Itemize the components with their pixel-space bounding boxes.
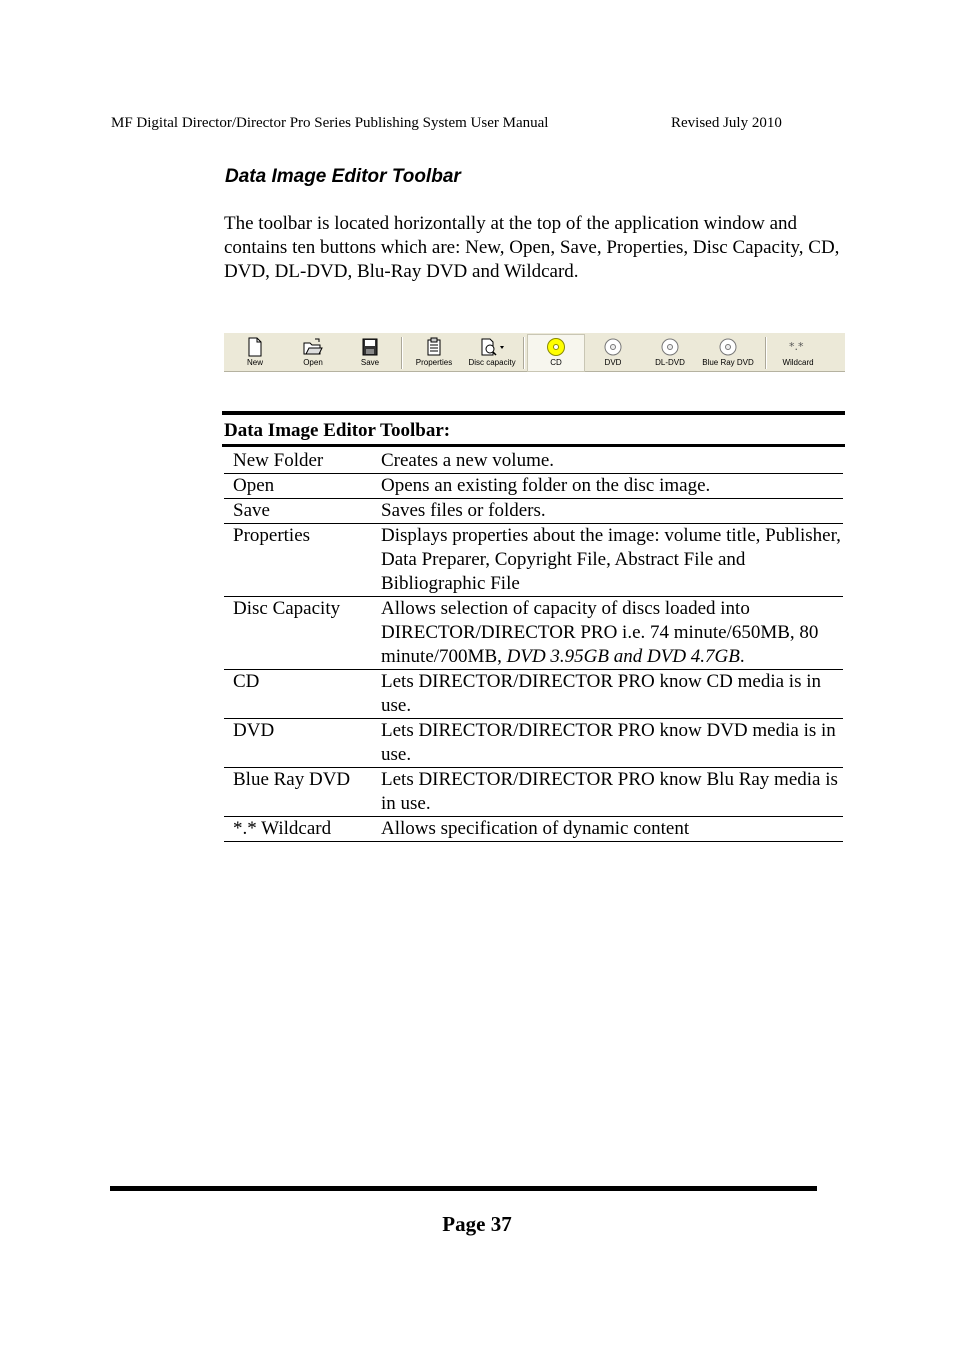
new-document-icon (247, 337, 263, 357)
toolbar-separator (523, 337, 525, 369)
toolbar-separator (765, 337, 767, 369)
table-row (224, 474, 843, 499)
toolbar-blu-ray-label: Blue Ray DVD (702, 358, 754, 367)
toolbar-open-button[interactable] (294, 335, 332, 371)
table-term: *.* Wildcard (224, 817, 381, 842)
disc-capacity-icon (479, 337, 505, 357)
toolbar-dvd-label: DVD (604, 358, 622, 367)
blu-ray-disc-icon (718, 337, 738, 357)
table-term: DVD (224, 719, 381, 768)
table-description: Lets DIRECTOR/DIRECTOR PRO know DVD media is in use. (381, 719, 843, 768)
section-title: Data Image Editor Toolbar (225, 166, 461, 187)
properties-icon (425, 337, 443, 357)
toolbar-save-button[interactable] (351, 335, 389, 371)
table-term: Open (224, 474, 381, 499)
table-description: Lets DIRECTOR/DIRECTOR PRO know Blu Ray media is in use. (381, 768, 843, 817)
page-number: Page 37 (442, 1212, 512, 1236)
table-term: Disc Capacity (224, 597, 381, 670)
toolbar-screenshot (224, 332, 845, 372)
table-caption: Data Image Editor Toolbar: (224, 420, 451, 441)
table-description: Saves files or folders. (381, 499, 843, 524)
toolbar-reference-table (224, 449, 843, 842)
intro-paragraph: The toolbar is located horizontally at the top of the application window and contains ten buttons which are: New, Open, Save, Properties, Disc Capacity, CD, DVD, DL-DVD, Blu-Ray DVD and Wildcard. (224, 213, 840, 282)
table-row (224, 449, 843, 474)
table-row (224, 499, 843, 524)
toolbar-properties-label: Properties (415, 358, 453, 367)
table-term: Save (224, 499, 381, 524)
table-description-tail: . (739, 646, 745, 667)
toolbar-dl-dvd-button[interactable] (648, 335, 692, 371)
svg-text:*.*: *.* (789, 340, 804, 353)
table-term: Blue Ray DVD (224, 768, 381, 817)
table-row (224, 597, 843, 670)
toolbar-separator (401, 337, 403, 369)
table-row (224, 719, 843, 768)
table-term: Properties (224, 524, 381, 597)
dvd-disc-icon (603, 337, 623, 357)
table-description: Creates a new volume. (381, 449, 843, 474)
toolbar-cd-button[interactable] (527, 334, 585, 372)
table-row (224, 524, 843, 597)
running-header-title: MF Digital Director/Director Pro Series Publishing System User Manual (111, 115, 549, 131)
table-row (224, 817, 843, 842)
toolbar-wildcard-button[interactable] (776, 335, 820, 371)
open-folder-icon (303, 337, 323, 357)
table-description-text: Allows selection of capacity of discs loaded into DIRECTOR/DIRECTOR PRO i.e. 74 minute/650MB, 80 minute/700MB, (381, 598, 819, 667)
table-description: Lets DIRECTOR/DIRECTOR PRO know CD media is in use. (381, 670, 843, 719)
toolbar-wildcard-label: Wildcard (782, 358, 814, 367)
table-top-rule (222, 411, 845, 415)
toolbar-new-label: New (246, 358, 263, 367)
toolbar-disc-capacity-label: Disc capacity (468, 358, 516, 367)
table-description: Allows specification of dynamic content (381, 817, 843, 842)
toolbar-properties-button[interactable] (410, 335, 458, 371)
floppy-disk-icon (361, 337, 379, 357)
toolbar-blu-ray-button[interactable] (698, 335, 758, 371)
dl-dvd-disc-icon (660, 337, 680, 357)
table-header-rule (222, 444, 845, 447)
toolbar-disc-capacity-button[interactable] (464, 335, 520, 371)
table-term: CD (224, 670, 381, 719)
cd-disc-icon (546, 337, 566, 357)
wildcard-icon (787, 337, 809, 357)
table-description (381, 597, 843, 670)
chevron-down-icon (500, 346, 504, 349)
toolbar-save-label: Save (360, 358, 380, 367)
running-header-revision: Revised July 2010 (671, 115, 782, 131)
table-description-italic: DVD 3.95GB and DVD 4.7GB (506, 646, 740, 667)
toolbar-dvd-button[interactable] (591, 335, 635, 371)
table-description: Opens an existing folder on the disc image. (381, 474, 843, 499)
table-row (224, 768, 843, 817)
table-description: Displays properties about the image: volume title, Publisher, Data Preparer, Copyright File, Abstract File and Bibliographic File (381, 524, 843, 597)
table-row (224, 670, 843, 719)
toolbar-new-button[interactable] (236, 335, 274, 371)
toolbar-cd-label: CD (550, 358, 562, 367)
table-term: New Folder (224, 449, 381, 474)
toolbar-dl-dvd-label: DL-DVD (655, 358, 685, 367)
footer-rule (110, 1186, 817, 1191)
toolbar-open-label: Open (303, 358, 323, 367)
